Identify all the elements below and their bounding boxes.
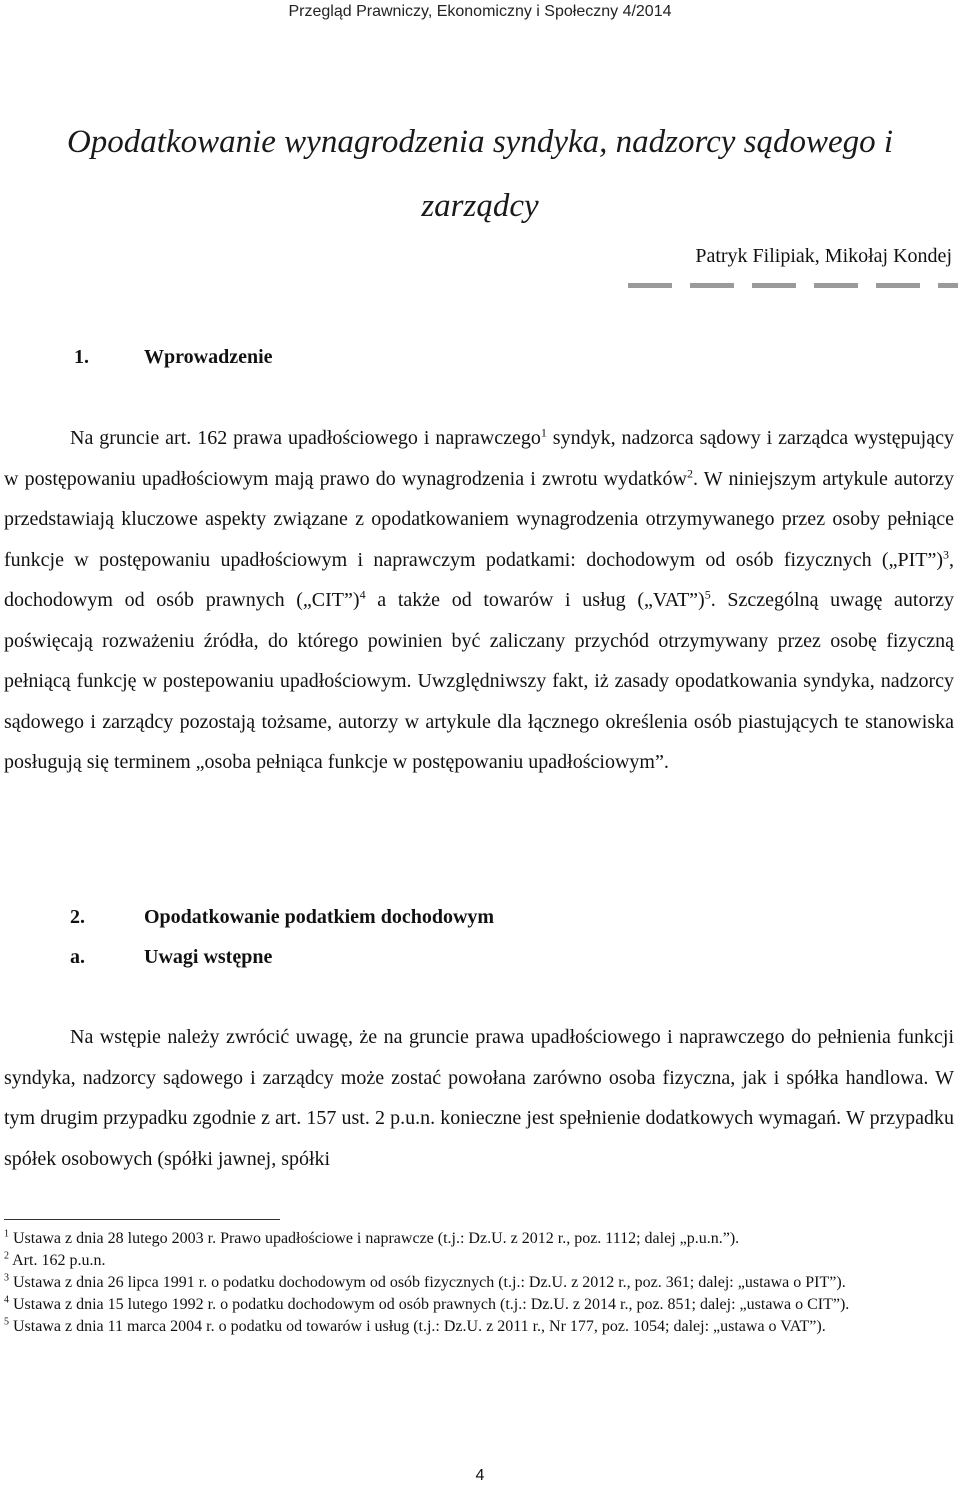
article-title-line-2: zarządcy xyxy=(421,188,539,224)
journal-header: Przegląd Prawniczy, Ekonomiczny i Społeczny 4/2014 xyxy=(288,3,672,20)
footnote-ref-2[interactable]: 2 xyxy=(686,465,693,480)
footnote-ref-3[interactable]: 3 xyxy=(943,546,949,561)
footnote-4: $^4$ Ustawa z dnia 15 lutego 1992 r. o podatku dochodowym od osób prawnych (t.j.: Dz.U. z 2014 r., poz. 851; dalej: „ustawa o CIT”). xyxy=(4,1294,850,1313)
page-number: 4 xyxy=(475,1467,485,1484)
footnote-ref-1[interactable]: 1 xyxy=(540,425,547,440)
footnote-1: $^1$ Ustawa z dnia 28 lutego 2003 r. Prawo upadłościowe i naprawcze (t.j.: Dz.U. z 2012 r., poz. 1112; dalej „p.u.n.”). xyxy=(4,1228,740,1247)
section-1-heading xyxy=(74,346,273,369)
footnote-ref-5[interactable]: 5 xyxy=(704,587,711,602)
footnote-5: $^5$ Ustawa z dnia 11 marca 2004 r. o podatku od towarów i usług (t.j.: Dz.U. z 2011 r., Nr 177, poz. 1054; dalej: „ustawa o VAT”). xyxy=(4,1316,826,1335)
section-title: Opodatkowanie podatkiem dochodowym xyxy=(144,906,495,928)
intro-paragraph: Na gruncie art. 162 prawa upadłościowego i naprawczego$^1$ syndyk, nadzorca sądowy i zarządca występujący w postępowaniu upadłościowym mają prawo do wynagrodzenia i zwrotu wydatków$^2$. W niniejszym artykule autorzy przedstawiają kluczowe aspekty związane z opodatkowaniem wynagrodzenia otrzymywanego przez osoby pełniące funkcje w postępowaniu upadłościowym i naprawczym podatkami: dochodowym od osób fizycznych („PIT”)$^3$, dochodowym od osób prawnych („CIT”)$^4$ a także od towarów i usług („VAT”)$^5$. Szczególną uwagę autorzy poświęcają rozważeniu źródła, do którego powinien być zaliczany przychód otrzymywany przez osobę fizyczną pełniącą funkcję w postepowaniu upadłościowym. Uwzględniwszy fakt, iż zasady opodatkowania syndyka, nadzorcy sądowego i zarządcy pozostają tożsame, autorzy w artykule dla łącznego określenia osób piastujących te stanowiska posługują się terminem „osoba pełniąca funkcje w postępowaniu upadłościowym”. xyxy=(4,425,955,773)
subsection-title: Uwagi wstępne xyxy=(144,946,273,968)
footnote-separator xyxy=(4,1219,280,1220)
section-number: 2. xyxy=(70,906,85,928)
footnote-ref-4[interactable]: 4 xyxy=(359,587,366,602)
section-2-heading xyxy=(70,906,494,929)
footnote-2: $^2$ Art. 162 p.u.n. xyxy=(4,1250,106,1269)
section-number: 1. xyxy=(74,346,89,368)
subsection-a-heading xyxy=(70,946,272,969)
article-title-line-1: Opodatkowanie wynagrodzenia syndyka, nadzorcy sądowego i xyxy=(66,124,894,160)
article-authors: Patryk Filipiak, Mikołaj Kondej xyxy=(695,245,952,267)
decorative-dashed-rule xyxy=(628,283,958,288)
footnote-3: $^3$ Ustawa z dnia 26 lipca 1991 r. o podatku dochodowym od osób fizycznych (t.j.: Dz.U. z 2012 r., poz. 361; dalej: „ustawa o PIT”). xyxy=(4,1272,846,1291)
footnotes xyxy=(4,1228,954,1338)
section-title: Wprowadzenie xyxy=(144,346,273,368)
body-paragraph: Na wstępie należy zwrócić uwagę, że na gruncie prawa upadłościowego i naprawczego do pełnienia funkcji syndyka, nadzorcy sądowego i zarządcy może zostać powołana zarówno osoba fizyczna, jak i spółka handlowa. W tym drugim przypadku zgodnie z art. 157 ust. 2 p.u.n. konieczne jest spełnienie dodatkowych wymagań. W przypadku spółek osobowych (spółki jawnej, spółki xyxy=(4,1026,954,1170)
subsection-letter: a. xyxy=(70,946,85,968)
